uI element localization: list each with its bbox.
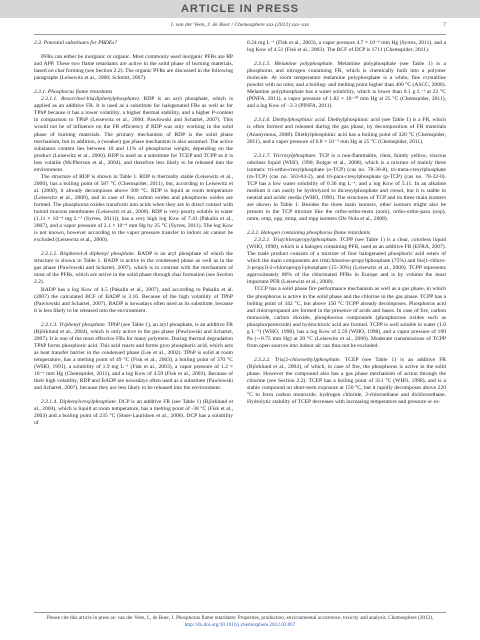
section-heading: 2.3.2.1. Tris(chloropropyl)phosphate. TCPP (see Table 1) is a clear, colorless liquid (WHO, 1998), which is a halogen containing PFR, used as an additive FR (EFRA, 2007). The trade product consists of a mixture of four halogenated phosphoric acid esters of which the main components are tris(chloroiso-propyl)phosphate (75%) and bis(1-chloro-2-propyl)-2-chloropropyl-phosphate (15–30%) (Leisewitz et al., 2000). TCPP represents approximately 80% of the chlorinated PFRs in Europe and is by volume the most important PFR (Leisewitz et al., 2000). bbox=[247, 237, 446, 286]
section-heading: 2.3.2.2. Tris(2-chloroethyl)phosphate. TCEP (see Table 1) is an additive FR (Björklund et al., 2004), of which, in case of fire, the phosphorus is active in the solid phase. However the compound also has a gas phase mechanism of action through the chlorine (see Section 2.2). TCEP has a boiling point of 351 °C (WHO, 1998), and is a stable compound on short-term exposure at 150 °C, but it rapidly decomposes above 220 °C to form carbon monoxide, hydrogen chloride, 2-chloroethane and dichloroethane. Hydrolytic stability of TCEP decreases with increasing temperature and pressure or ex- bbox=[247, 356, 446, 406]
left-column bbox=[34, 40, 233, 600]
body-paragraph: PFRs can either be inorganic or organic. Most commonly used inorganic PFRs are RP and APP. These two flame retardants are active in the solid phase of burning materials, based on char forming (see Section 2.2). The organic PFRs are discussed in the following paragraphs (Leisewitz et al., 2000; Schmitt, 2007). bbox=[34, 54, 233, 82]
banner-text: ARTICLE IN PRESS bbox=[180, 3, 300, 15]
body-paragraph: TCCP has a solid phase fire performance mechanism as well as a gas phase, in which the phosphorus is active in the solid phase and the chlorine in the gas phase. TCPP has a boiling point of 342 °C, but above 150 °C TCPP already decomposes. Phosphorus acid and chloropropanol are formed in the presence of acids and bases. In case of fire, carbon monoxide, carbon dioxide, phosphorous compounds (phosphorous oxides such as phosphorpentoxide) and hydrochloric acid are formed. TCPP is well soluble in water (1.6 g L⁻¹) (WHO, 1998), has a log Kow of 2.59 (WHO, 1998), and a vapor pressure of 100 Pa (∼0.75 mm Hg) at 20 °C (Leisewitz et al., 2000). Moderate transmissions of TCPP from open sources into indoor air can thus not be excluded. bbox=[247, 286, 446, 349]
section-heading: 2.3.1.2. Bisphenol-A diphenyl phosphate. BADP is an aryl phosphate of which the structure is shown in Table 1. BADP is active in the condensed phase as well as in the gas phase (Pawlowski and Schartel, 2007), which is in contrast with the mechanism of most of the PFRs, which are active in the solid phase through char formation (see Section 2.2). bbox=[34, 251, 233, 286]
running-head-text: I. van der Veen, J. de Boer / Chemosphere xxx (2012) xxx–xxx bbox=[170, 22, 310, 28]
paragraph-gap bbox=[247, 350, 446, 357]
paragraph-gap bbox=[34, 315, 233, 322]
right-column bbox=[247, 40, 446, 600]
section-heading: 2.3.2. Halogen containing phosphorus flame retardants bbox=[247, 230, 371, 237]
section-heading: 2.3.1.3. Triphenyl phosphate. TPhP (see Table 1), an aryl phosphate, is an additive FR (Björklund et al., 2004), which is only active in the gas phase (Pawlowski and Schartel, 2007). It is one of the most effective FRs for many polymers. During thermal degradation TPhP forms phosphoric acid. This acid reacts and forms pyro phosphoric acid, which acts as heat transfer barrier in the condensed phase (Lee et al., 2002). TPhP is solid at room temperature, has a melting point of 49 °C (Fisk et al., 2003), a boiling point of 370 °C (WHO, 1991), a solubility of 1.9 mg L⁻¹ (Fisk et al., 2003), a vapor pressure of 1.2 × 10⁻⁶ mm Hg (Chemspider, 2011), and a log Kow of 4.59 (Fisk et al., 2003). Because of their high volatility, RDP and BADP are nowadays often used as a substitute (Pawlowski and Schartel, 2007), because they are less likely to be released into the environment. bbox=[34, 321, 233, 392]
body-paragraph: 0.24 mg L⁻¹ (Fisk et al., 2003), a vapor pressure 4.7 × 10⁻⁶ mm Hg (Syrres, 2011), and a log Kow of 4.51 (Fisk et al., 2003). The BCF of DCP is 1711 (Chemspider, 2011). bbox=[247, 40, 446, 54]
section-heading: 2.3. Potential substitutes for PBDEs? bbox=[34, 40, 118, 46]
paragraph-gap bbox=[34, 47, 233, 54]
running-head bbox=[34, 22, 446, 34]
section-heading: 2.3.1.7. Tricresylphosphate. TCP is a non-flammable, clear, faintly yellow, viscous odorless liquid (WHO, 1990; Bolgar et al., 2008), which is a mixture of mainly three isomers: tri-ortho-cresylphosphate (o-TCP) (cas no. 78-30-8), tri-meta-cresylphosphate (m-TCP) (cas no. 563-04-2), and tri-para-cresylphosphate (p-TCP) (cas no. 78-32-0). TCP has a low water solubility of 0.36 mg L⁻¹, and a log Kow of 5.11. In an alkaline medium it can easily be hydrolyzed to dicresylphosphate and cresol, but it is stable in neutral and acidic media (WHO, 1990). The structures of TCP and its three main isomers are shown in Table 1. Besides the three main isomers, other isomers might also be present in the TCP mixture like the ortho-ortho-meta (oom), ortho-ortho-para (oop), omm, omp, opp, mmp, and mpp isomers (De Nola et al., 2008). bbox=[247, 152, 446, 223]
article-in-press-banner bbox=[0, 0, 480, 18]
citation-footer bbox=[34, 612, 446, 628]
body-paragraph: BADP has a log Kow of 4.5 (Pakalin et al., 2007), and according to Pakalin et al. (2007) the calculated BCF of BADP is 3.16. Because of the high volatility of TPhP (Pawlowski and Schartel, 2007), BADP is nowadays often used as its substitute, because it is less likely to be released into the environment. bbox=[34, 286, 233, 314]
header-rule bbox=[34, 34, 446, 35]
section-heading: 2.3.1. Phosphorus flame retardants bbox=[34, 89, 113, 96]
citation-text: Please cite this article in press as: van der Veen, I., de Boer, J. Phosphorus flame retardants: Properties, production, environmental occurrence, toxicity and analysis. Chemosphere (2012), bbox=[46, 615, 434, 621]
body-paragraph: The structure of RDP is shown in Table 1. RDP is thermally stable (Leisewitz et al., 2000), has a boiling point of 587 °C (Chemspider, 2011), but, according to Leisewitz et al. (2000), it already decomposes above 300 °C. RDP is liquid at room temperature (Leisewitz et al., 2000), and in case of fire, carbon oxides and phosphorus oxides are formed. The phosphorus oxides transform into acids when they are in direct contact with humid mucous membranes (Leisewitz et al., 2000). RDP is very poorly soluble in water (1.11 × 10⁻⁴ mg L⁻¹ (Syrres, 2011)), has a very high log Kow of 7.41 (Pakalin et al., 2007), and a vapor pressure of 2.1 × 10⁻⁸ mm Hg by 25 °C (Syrres, 2011). The log Kow is not known, however according to the vapor pressure transfer to indoor air cannot be excluded (Leisewitz et al., 2000). bbox=[34, 173, 233, 244]
section-heading: 2.3.1.1. Resorcinol-bis(diphenylphosphate). RDP is an aryl phosphate, which is applied as an additive FR. It is used as a substitute for halogenated FRs as well as for TPhP because it has a lower volatility, a higher thermal stability, and a higher P-content in comparison to TPhP (Leisewitz et al., 2000; Pawlowski and Schartel, 2007). This would not be of influence on the FR efficiency if RDP was only working in the solid phase of burning materials. The primary mechanism of RDP is the solid phase mechanism, but in addition, a (weaker) gas phase mechanism is also assumed. The active substance content lies between 10 and 11% of phosphorus weight, depending on the product (Leisewitz et al., 2000). RDP is used as a substitute for TCEP and TCPP as it is less volatile (McPherson et al., 2004), and therefore less likely to be released into the environment. bbox=[34, 96, 233, 173]
section-heading: 2.3.1.4. Diphenylcresylphosphate. DCP is an additive FR (see Table 1) (Björklund et al., 2004), which is liquid at room temperature, has a melting point of -38 °C (Fisk et al., 2003) and a boiling point of 235 °C (Stuer-Lauridsen et al., 2006). DCP has a solubility of bbox=[34, 399, 233, 427]
section-heading: 2.3.1.6. Diethylphosphinic acid. Diethylphosphinic acid (see Table 1) is a FR, which is often formed and released during the gas phase, by decomposition of FR materials (Anonymous, 2008). Diethylphosphinic acid has a boiling point of 320 °C (Chemspider, 2011), and a vapor pressure of 6.8 × 10⁻⁵ mm Hg at 25 °C (Chemspider, 2011). bbox=[247, 117, 446, 145]
section-heading: 2.3.1.5. Melamine polyphosphate. Melamine polyphosphate (see Table 1) is a phosphorus and nitrogen containing FR, which is chemically built into a polymer molecule. At room temperature melamine polyphosphate is a white, fine crystalline powder with no odor, and a boiling- and melting point higher than 400 °C (ASCC, 2006). Melamine polyphosphate has a water solubility, which is lower than 0.1 g L⁻¹ at 22 °C (PINFA, 2011), a vapor pressure of 1.82 × 10⁻¹⁰ mm Hg at 25 °C (Chemspider, 2011), and a log Kow of −2.3 (PINFA, 2011). bbox=[247, 61, 446, 110]
page-number: 7 bbox=[443, 22, 446, 28]
doi-link[interactable]: http://dx.doi.org/10.1016/j.chemosphere.2012.03.067 bbox=[184, 621, 296, 628]
paragraph-gap bbox=[247, 146, 446, 153]
